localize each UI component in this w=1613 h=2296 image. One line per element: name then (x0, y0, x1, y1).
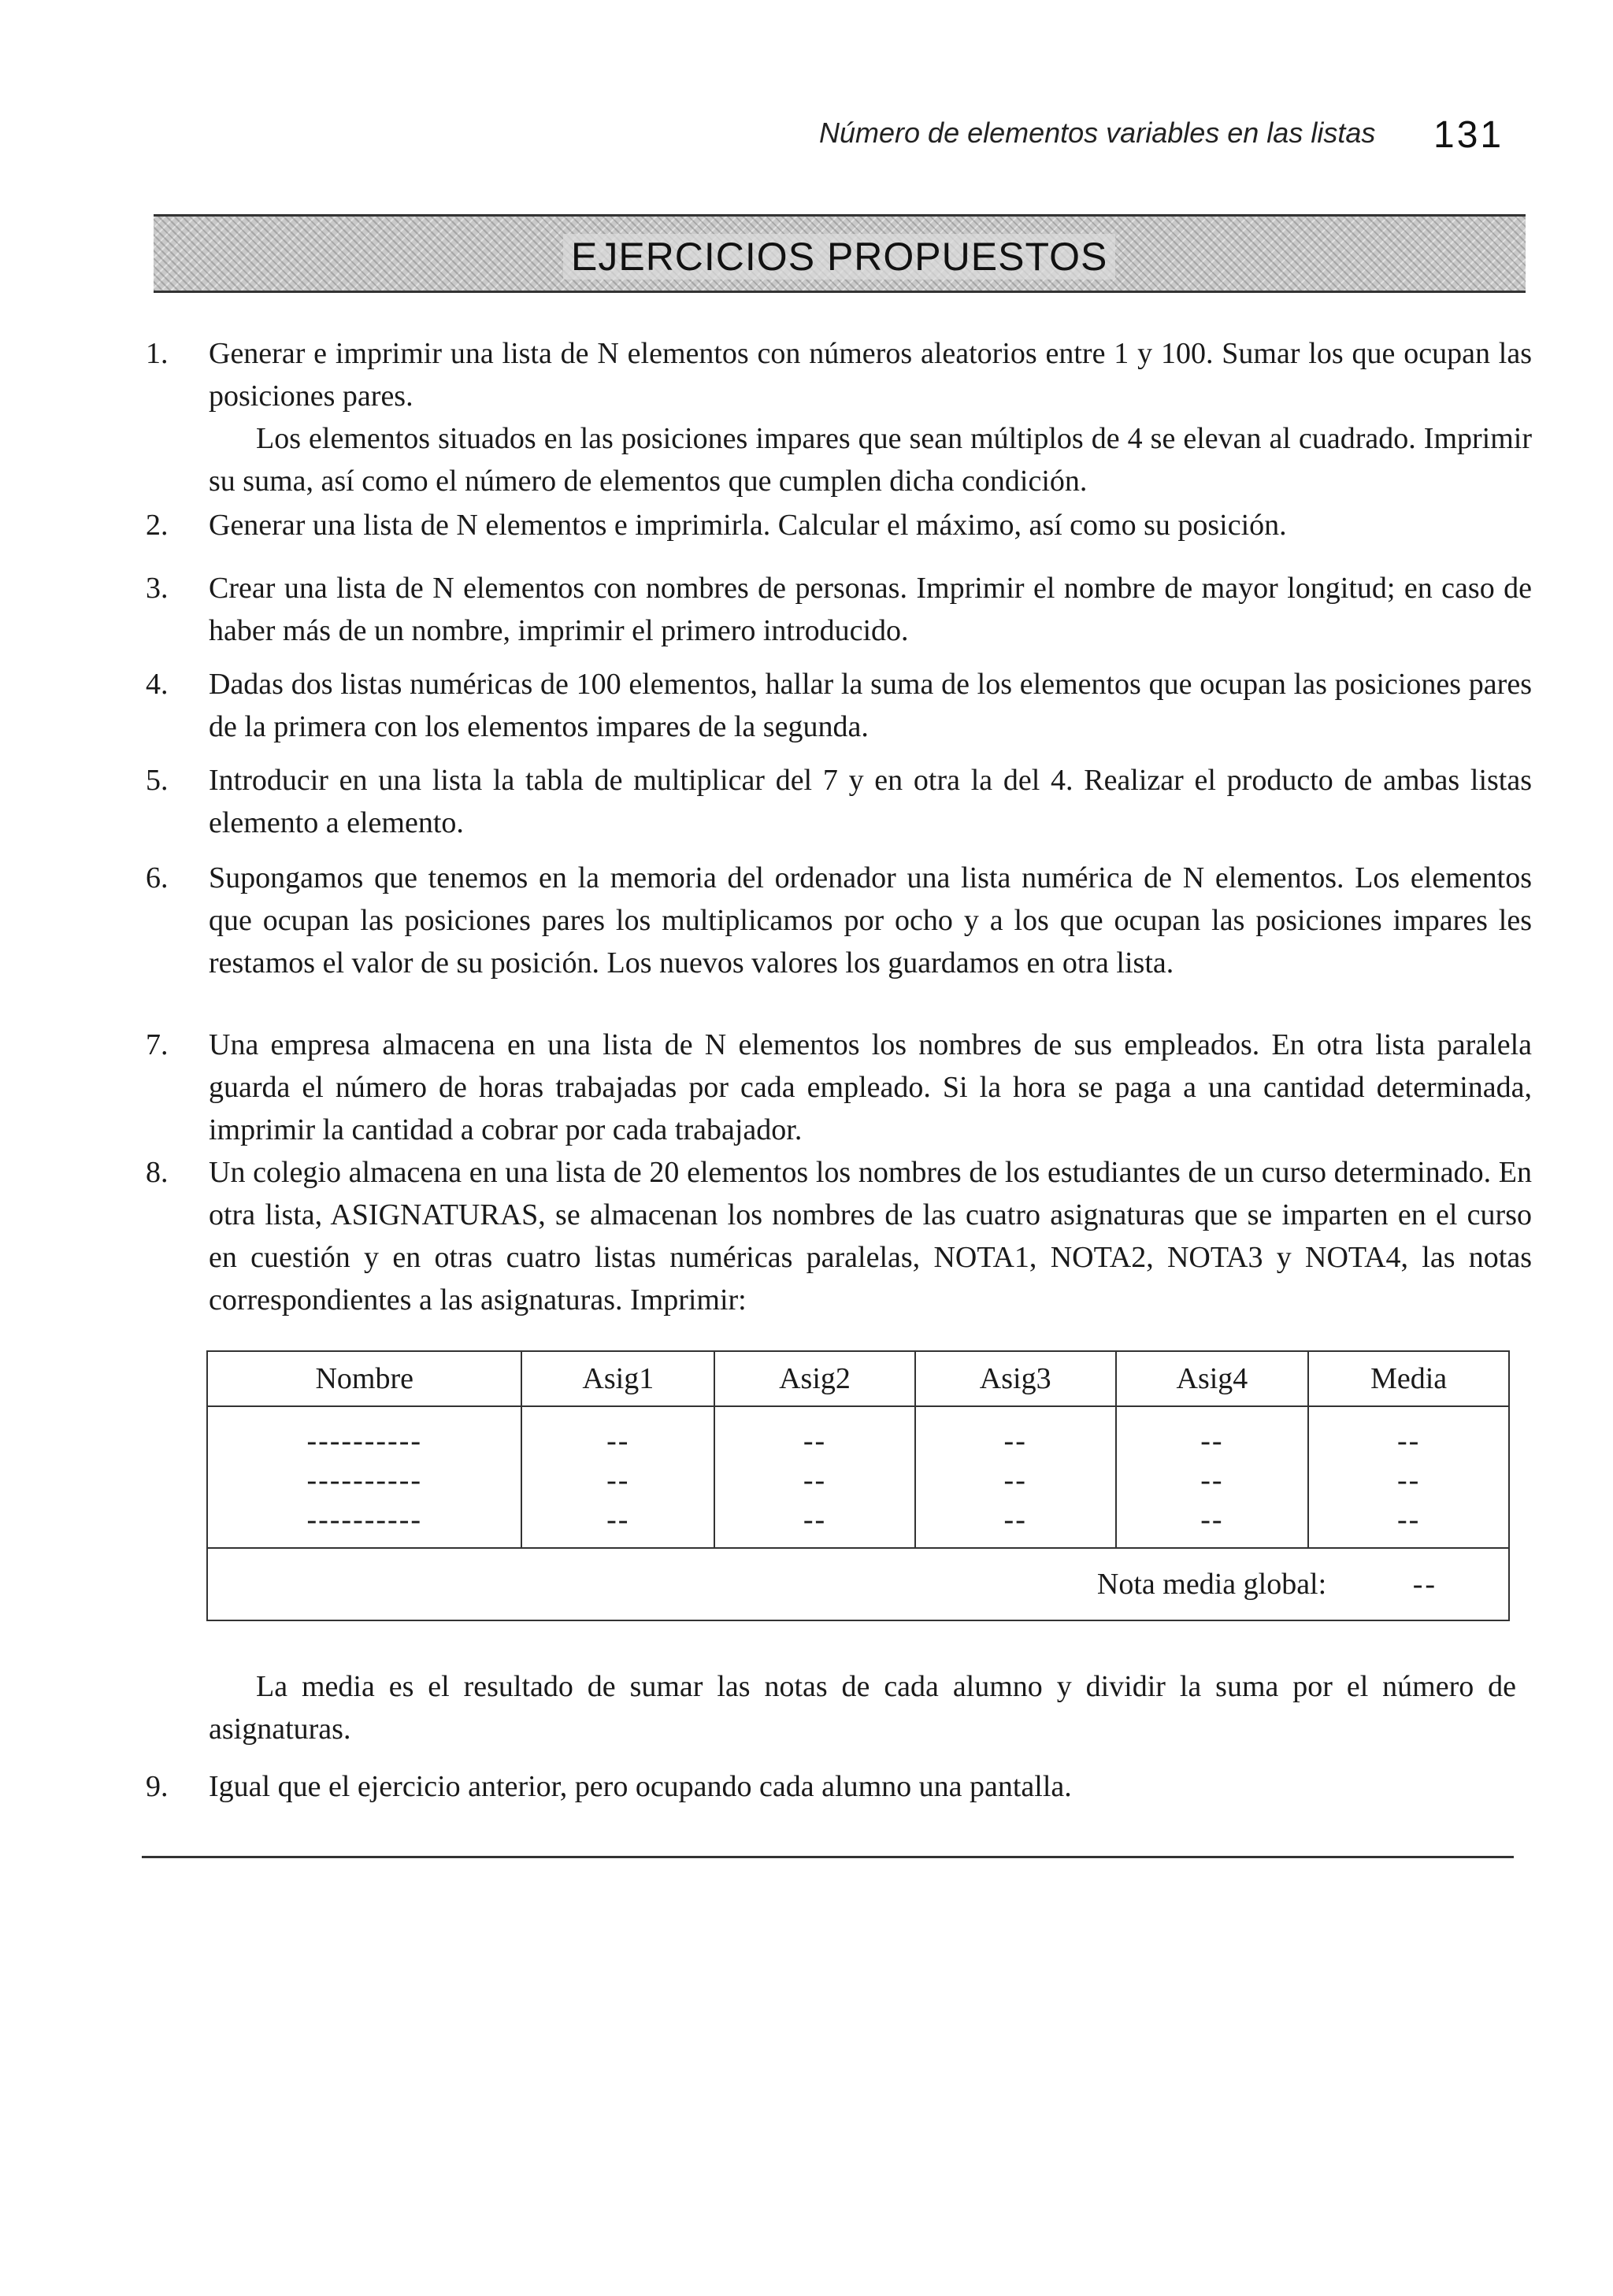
exercise-body (209, 1765, 1532, 1808)
exercise-body (209, 857, 1532, 984)
table-cell: -- (1200, 1464, 1224, 1497)
table-cell: -- (606, 1464, 630, 1497)
exercise-text: Supongamos que tenemos en la memoria del ordenador una lista numérica de N elementos. Los elementos que ocupan las posiciones pares los multiplicamos por ocho y a los que ocupan las posiciones impares les restamos el valor de su posición. Los nuevos valores los guardamos en otra lista. (209, 861, 1532, 980)
asig4-column (1116, 1406, 1309, 1548)
table-cell: -- (1396, 1424, 1421, 1457)
table-cell: -- (606, 1424, 630, 1457)
bottom-rule (142, 1856, 1514, 1858)
note-text: La media es el resultado de sumar las notas de cada alumno y dividir la suma por el número de asignaturas. (209, 1670, 1516, 1746)
global-average-cell (207, 1548, 1509, 1620)
media-column (1308, 1406, 1509, 1548)
exercise-text: Generar e imprimir una lista de N elementos con números aleatorios entre 1 y 100. Sumar los que ocupan las posiciones pares. (209, 337, 1532, 413)
global-average-label: Nota media global: (1096, 1568, 1327, 1601)
table-cell: -- (1396, 1503, 1421, 1536)
asig1-column (521, 1406, 714, 1548)
exercise-2 (146, 504, 1532, 546)
table-cell: -- (1003, 1503, 1027, 1536)
table-body-row (207, 1406, 1509, 1548)
exercise-8 (146, 1151, 1532, 1321)
page-number: 131 (1433, 114, 1504, 156)
column-header: Nombre (207, 1351, 521, 1406)
exercise-9 (146, 1765, 1532, 1808)
table-cell: -- (1003, 1464, 1027, 1497)
table-cell: ---------- (306, 1424, 422, 1457)
exercise-text: Una empresa almacena en una lista de N elementos los nombres de sus empleados. En otra lista paralela guarda el número de horas trabajadas por cada empleado. Si la hora se paga a una cantidad determinada, imprimir la cantidad a cobrar por cada trabajador. (209, 1028, 1532, 1146)
exercise-number: 3. (146, 572, 169, 605)
asig2-column (714, 1406, 915, 1548)
global-average-row (207, 1548, 1509, 1620)
exercise-body (209, 567, 1532, 652)
exercise-body (209, 1024, 1532, 1151)
column-header: Asig3 (915, 1351, 1116, 1406)
exercise-number: 1. (146, 337, 169, 370)
exercise-body (209, 504, 1532, 546)
table-header-row (207, 1351, 1509, 1406)
exercise-number: 9. (146, 1770, 169, 1803)
exercise-body (209, 663, 1532, 748)
exercise-text: Igual que el ejercicio anterior, pero ocupando cada alumno una pantalla. (209, 1770, 1072, 1803)
exercise-text: Un colegio almacena en una lista de 20 elementos los nombres de los estudiantes de un curso determinado. En otra lista, ASIGNATURAS, se almacenan los nombres de las cuatro asignaturas que se imparten en el curso en cuestión y en otras cuatro listas numéricas paralelas, NOTA1, NOTA2, NOTA3 y NOTA4, las notas correspondientes a las asignaturas. Imprimir: (209, 1156, 1532, 1316)
exercise-4 (146, 663, 1532, 748)
section-banner (154, 214, 1526, 293)
table-cell: -- (803, 1503, 827, 1536)
column-header: Media (1308, 1351, 1509, 1406)
exercise-7 (146, 1024, 1532, 1151)
exercise-number: 2. (146, 509, 169, 542)
global-average-value: -- (1412, 1568, 1437, 1601)
exercise-text: Introducir en una lista la tabla de multiplicar del 7 y en otra la del 4. Realizar el producto de ambas listas elemento a elemento. (209, 764, 1532, 839)
exercise-6 (146, 857, 1532, 984)
table-cell: -- (1200, 1503, 1224, 1536)
exercise-number: 5. (146, 764, 169, 797)
table-cell: -- (1200, 1424, 1224, 1457)
exercise-text: Generar una lista de N elementos e imprimirla. Calcular el máximo, así como su posición. (209, 509, 1287, 542)
exercise-text: Crear una lista de N elementos con nombres de personas. Imprimir el nombre de mayor longitud; en caso de haber más de un nombre, imprimir el primero introducido. (209, 572, 1532, 647)
exercise-5 (146, 759, 1532, 844)
table-note (209, 1665, 1516, 1750)
table-cell: -- (606, 1503, 630, 1536)
exercise-3 (146, 567, 1532, 652)
exercise-body (209, 759, 1532, 844)
table-cell: -- (803, 1424, 827, 1457)
grades-table (206, 1350, 1510, 1621)
table-cell: -- (1396, 1464, 1421, 1497)
table-cell: -- (803, 1464, 827, 1497)
exercise-text: Los elementos situados en las posiciones impares que sean múltiplos de 4 se elevan al cuadrado. Imprimir su suma, así como el número de elementos que cumplen dicha condición. (209, 422, 1532, 498)
exercise-number: 8. (146, 1156, 169, 1189)
exercise-1 (146, 332, 1532, 502)
table-cell: -- (1003, 1424, 1027, 1457)
exercise-number: 7. (146, 1028, 169, 1061)
section-title: EJERCICIOS PROPUESTOS (563, 234, 1115, 280)
exercise-body (209, 1151, 1532, 1321)
table-cell: ---------- (306, 1503, 422, 1536)
running-head: Número de elementos variables en las listas (819, 117, 1376, 149)
table-cell: ---------- (306, 1464, 422, 1497)
asig3-column (915, 1406, 1116, 1548)
column-header: Asig2 (714, 1351, 915, 1406)
column-header: Asig4 (1116, 1351, 1309, 1406)
exercise-number: 4. (146, 668, 169, 701)
name-column (207, 1406, 521, 1548)
column-header: Asig1 (521, 1351, 714, 1406)
exercise-body (209, 332, 1532, 502)
exercise-number: 6. (146, 861, 169, 894)
exercise-text: Dadas dos listas numéricas de 100 elementos, hallar la suma de los elementos que ocupan las posiciones pares de la primera con los elementos impares de la segunda. (209, 668, 1532, 743)
